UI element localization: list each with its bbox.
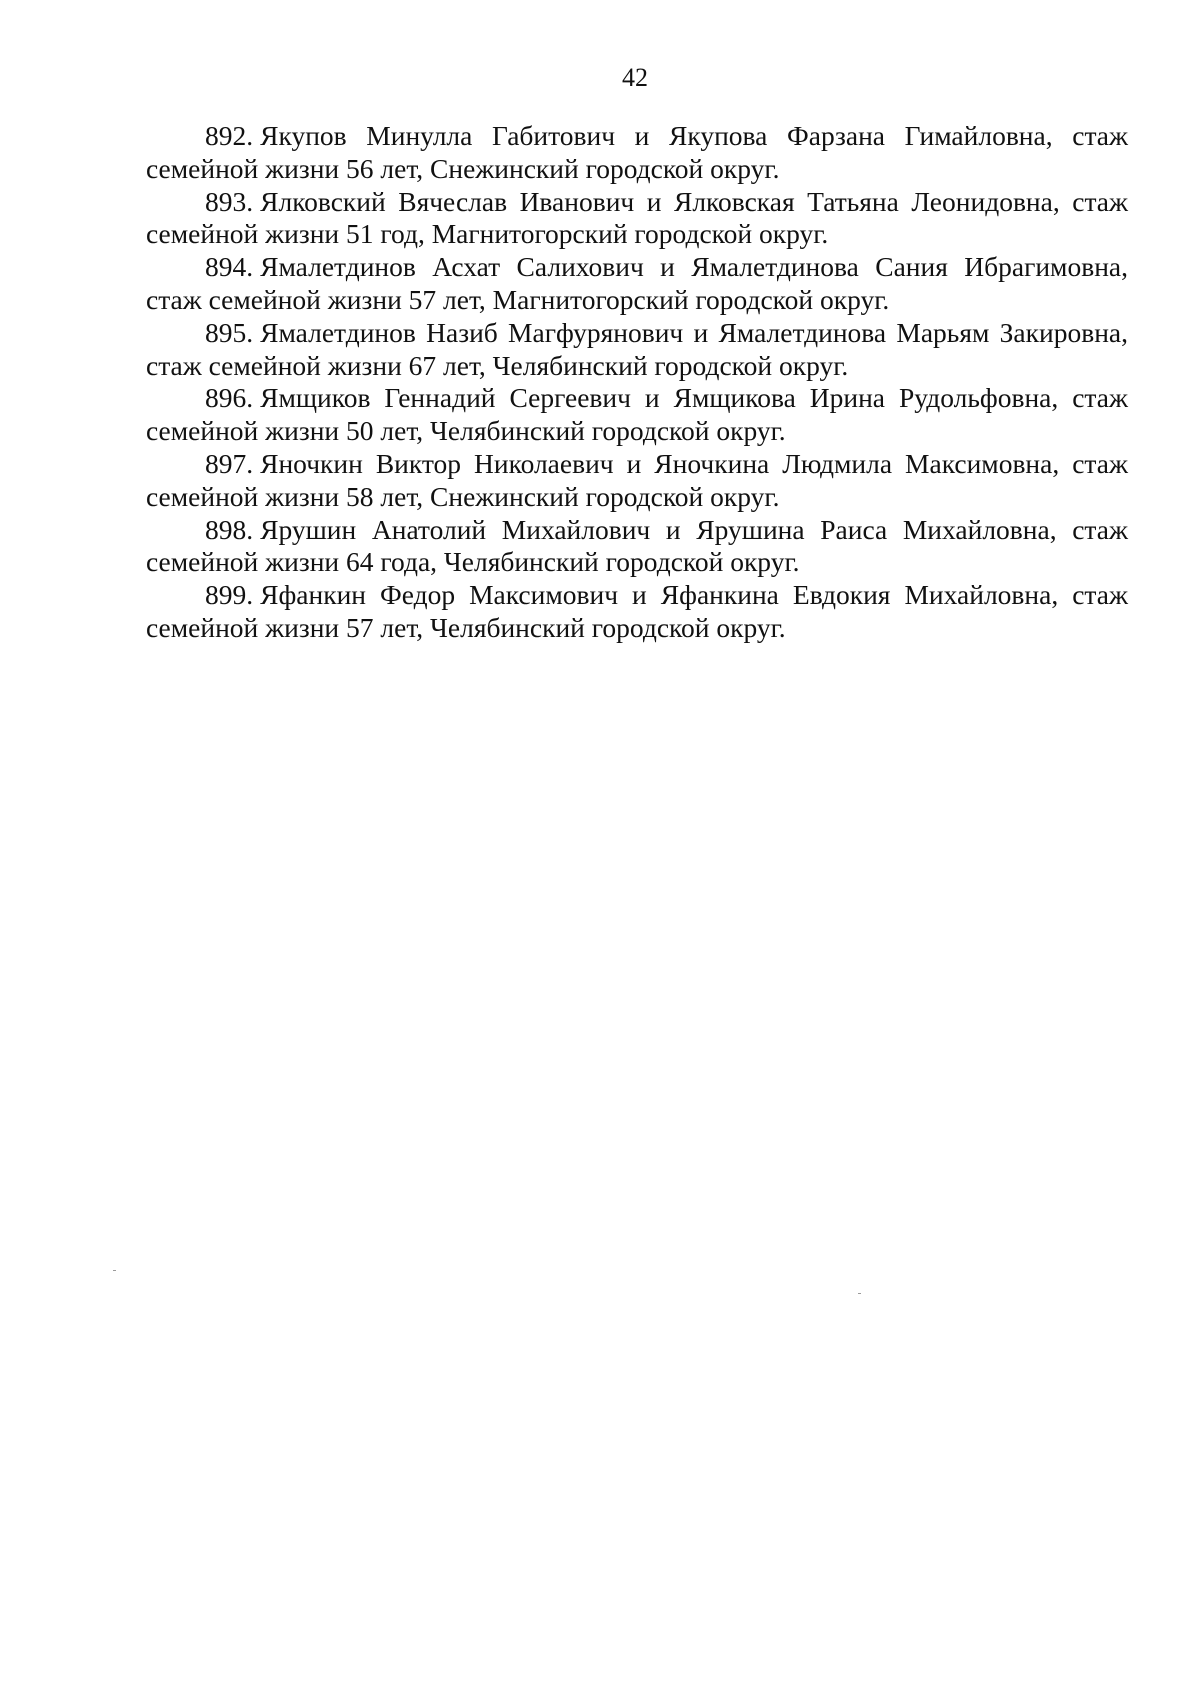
entry-number: 894. (205, 251, 254, 283)
page-number: 42 (622, 63, 648, 92)
list-item (146, 251, 1128, 317)
entry-number: 896. (205, 382, 254, 414)
entry-number: 895. (205, 316, 254, 348)
list-item (146, 382, 1128, 448)
entry-list (146, 120, 1128, 645)
list-item (146, 448, 1128, 514)
entry-text: Ялковский Вячеслав Иванович и Ялковская Татьяна Леонидовна, стаж семейной жизни 51 год, Магнитогорский городской округ. (146, 185, 1128, 250)
scan-speck (113, 1270, 116, 1271)
entry-number: 893. (205, 185, 254, 217)
entry-text: Ямалетдинов Назиб Магфурянович и Ямалетдинова Марьям Закировна, стаж семейной жизни 67 лет, Челябинский городской округ. (146, 316, 1128, 381)
entry-text: Яночкин Виктор Николаевич и Яночкина Людмила Максимовна, стаж семейной жизни 58 лет, Снежинский городской округ. (146, 447, 1128, 512)
entry-number: 899. (205, 579, 254, 611)
entry-text: Якупов Минулла Габитович и Якупова Фарзана Гимайловна, стаж семейной жизни 56 лет, Снежинский городской округ. (146, 120, 1128, 184)
entry-text: Ямалетдинов Асхат Салихович и Ямалетдинова Сания Ибрагимовна, стаж семейной жизни 57 лет, Магнитогорский городской округ. (146, 251, 1128, 315)
list-item (146, 317, 1128, 383)
entry-number: 897. (205, 447, 254, 479)
entry-number: 898. (205, 513, 254, 545)
entry-number: 892. (205, 120, 254, 151)
list-item (146, 579, 1128, 645)
entry-text: Ямщиков Геннадий Сергеевич и Ямщикова Ирина Рудольфовна, стаж семейной жизни 50 лет, Челябинский городской округ. (146, 382, 1128, 447)
entry-text: Ярушин Анатолий Михайлович и Ярушина Раиса Михайловна, стаж семейной жизни 64 года, Челябинский городской округ. (146, 513, 1128, 578)
list-item (146, 120, 1128, 186)
list-item (146, 514, 1128, 580)
entry-text: Яфанкин Федор Максимович и Яфанкина Евдокия Михайловна, стаж семейной жизни 57 лет, Челябинский городской округ. (146, 579, 1128, 643)
scan-speck (858, 1293, 861, 1294)
list-item (146, 186, 1128, 252)
